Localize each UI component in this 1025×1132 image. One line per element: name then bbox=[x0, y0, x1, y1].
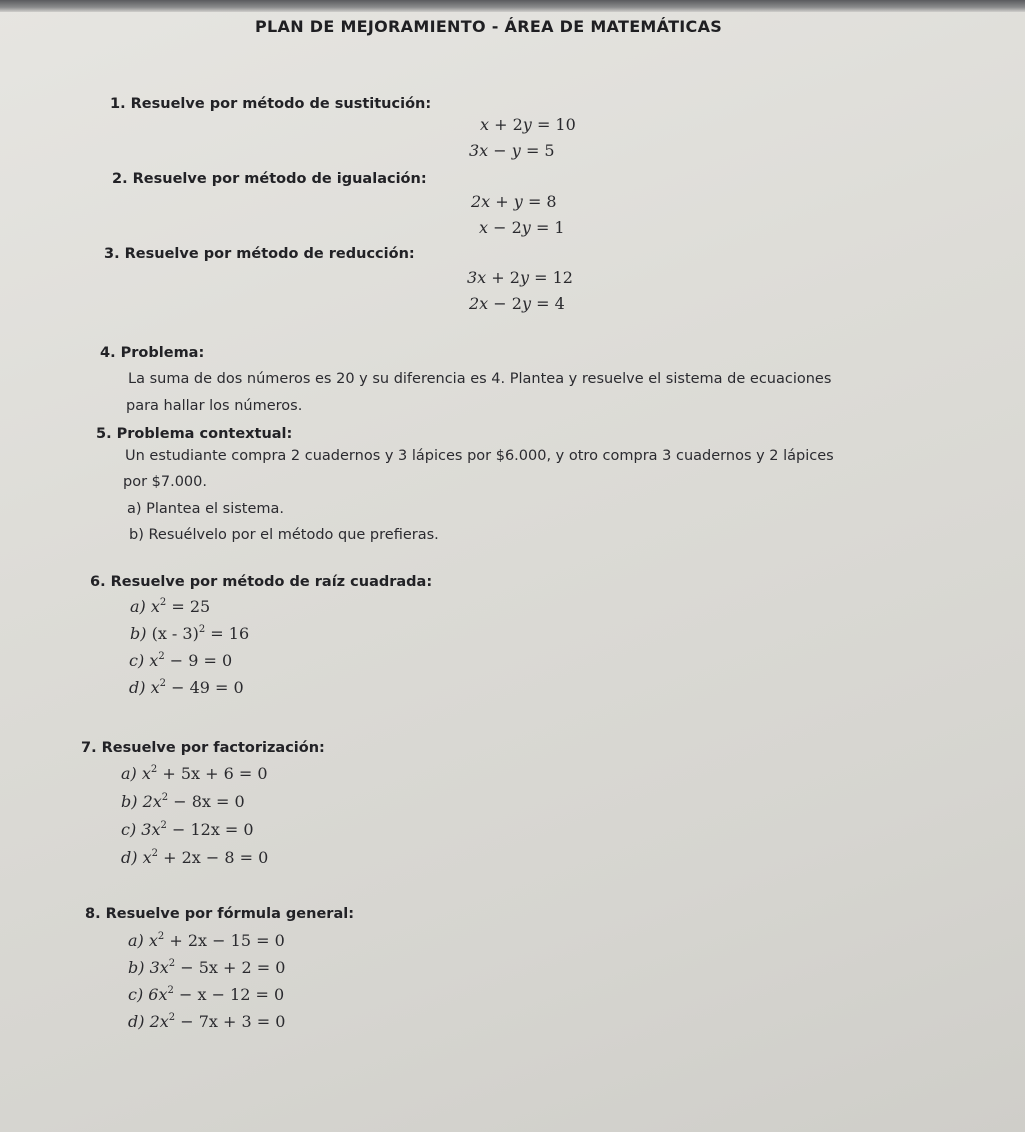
question-6-heading: 6. Resuelve por método de raíz cuadrada: bbox=[90, 574, 433, 590]
q5-text-line-2: por $7.000. bbox=[123, 474, 207, 490]
q5-item-b: b) Resuélvelo por el método que prefieras. bbox=[129, 527, 439, 543]
q6-item-a bbox=[130, 597, 210, 616]
q1-eq2-rhs: = 5 bbox=[525, 141, 555, 160]
q8-a-label: a) bbox=[128, 931, 144, 950]
q7-a-base: x bbox=[141, 764, 151, 783]
q1-eq1-op: + 2 bbox=[494, 115, 523, 134]
q8-d-label: d) bbox=[128, 1012, 145, 1031]
q2-eq1-op: + bbox=[495, 192, 509, 211]
q7-item-b bbox=[121, 792, 245, 811]
q4-text-line-1: La suma de dos números es 20 y su diferencia es 4. Plantea y resuelve el sistema de ecuaciones bbox=[128, 371, 832, 387]
q7-b-label: b) bbox=[121, 792, 138, 811]
q1-equation-2 bbox=[469, 141, 555, 160]
q8-c-base: 6x bbox=[148, 985, 168, 1004]
q3-equation-1 bbox=[467, 268, 573, 287]
q3-eq2-a: 2x bbox=[469, 294, 489, 313]
q7-d-label: d) bbox=[121, 848, 138, 867]
q3-eq1-op: + 2 bbox=[491, 268, 520, 287]
q8-c-label: c) bbox=[128, 985, 144, 1004]
q6-b-rest: = 16 bbox=[205, 624, 250, 643]
q8-b-base: 3x bbox=[149, 958, 169, 977]
q6-a-rest: = 25 bbox=[166, 597, 211, 616]
q7-a-label: a) bbox=[121, 764, 137, 783]
q6-d-rest: − 49 = 0 bbox=[165, 678, 244, 697]
q2-eq1-b: y bbox=[513, 192, 523, 211]
q2-eq1-a: 2x bbox=[471, 192, 491, 211]
question-7-heading: 7. Resuelve por factorización: bbox=[81, 740, 325, 756]
q7-item-d bbox=[121, 848, 268, 867]
q4-text-line-2: para hallar los números. bbox=[126, 398, 303, 414]
q8-item-b bbox=[128, 958, 285, 977]
q1-eq1-b: y bbox=[522, 115, 532, 134]
q3-equation-2 bbox=[469, 294, 565, 313]
q2-eq2-b: y bbox=[521, 218, 531, 237]
q1-equation-1 bbox=[480, 115, 576, 134]
q7-d-base: x bbox=[142, 848, 152, 867]
q1-eq2-a: 3x bbox=[469, 141, 489, 160]
q5-text-line-1: Un estudiante compra 2 cuadernos y 3 lápices por $6.000, y otro compra 3 cuadernos y 2 lápices bbox=[125, 448, 834, 464]
q2-equation-2 bbox=[479, 218, 565, 237]
q8-a-exp: 2 bbox=[157, 931, 165, 942]
q6-c-label: c) bbox=[129, 651, 145, 670]
q6-c-exp: 2 bbox=[158, 651, 165, 662]
q7-b-exp: 2 bbox=[161, 792, 169, 803]
q1-eq2-op: − bbox=[493, 141, 507, 160]
q2-eq1-rhs: = 8 bbox=[527, 192, 557, 211]
q8-a-rest: + 2x − 15 = 0 bbox=[164, 931, 285, 950]
q5-item-a: a) Plantea el sistema. bbox=[127, 501, 285, 517]
q8-item-d bbox=[128, 1012, 285, 1031]
q7-b-base: 2x bbox=[142, 792, 162, 811]
q6-item-c bbox=[129, 651, 232, 670]
question-5-heading: 5. Problema contextual: bbox=[96, 426, 293, 442]
top-edge-shadow bbox=[0, 0, 1025, 12]
q2-eq2-rhs: = 1 bbox=[535, 218, 565, 237]
q8-d-base: 2x bbox=[149, 1012, 169, 1031]
q2-eq2-op: − 2 bbox=[493, 218, 522, 237]
q8-item-c bbox=[128, 985, 284, 1004]
q8-b-rest: − 5x + 2 = 0 bbox=[175, 958, 286, 977]
q7-item-a bbox=[121, 764, 268, 783]
q6-a-label: a) bbox=[130, 597, 146, 616]
q3-eq2-b: y bbox=[521, 294, 532, 313]
q7-item-c bbox=[121, 820, 254, 839]
q7-d-exp: 2 bbox=[151, 848, 158, 859]
q7-c-label: c) bbox=[121, 820, 137, 839]
q6-b-label: b) bbox=[130, 624, 147, 643]
q6-b-base: (x - 3) bbox=[151, 624, 199, 643]
q1-eq1-rhs: = 10 bbox=[536, 115, 576, 134]
q8-item-a bbox=[128, 931, 285, 950]
q2-eq2-a: x bbox=[479, 218, 489, 237]
q6-b-exp: 2 bbox=[198, 624, 206, 635]
q8-c-exp: 2 bbox=[167, 985, 174, 996]
q7-b-rest: − 8x = 0 bbox=[168, 792, 245, 811]
q8-d-rest: − 7x + 3 = 0 bbox=[175, 1012, 286, 1031]
q2-equation-1 bbox=[471, 192, 557, 211]
q8-a-base: x bbox=[148, 931, 158, 950]
q6-item-b bbox=[130, 624, 249, 643]
q3-eq1-rhs: = 12 bbox=[534, 268, 573, 287]
q7-d-rest: + 2x − 8 = 0 bbox=[157, 848, 269, 867]
q3-eq2-rhs: = 4 bbox=[536, 294, 565, 313]
q3-eq1-a: 3x bbox=[467, 268, 487, 287]
question-8-heading: 8. Resuelve por fórmula general: bbox=[85, 906, 355, 922]
q6-d-label: d) bbox=[129, 678, 146, 697]
q1-eq2-b: y bbox=[511, 141, 521, 160]
q6-item-d bbox=[129, 678, 244, 697]
q8-c-rest: − x − 12 = 0 bbox=[173, 985, 285, 1004]
q7-c-rest: − 12x = 0 bbox=[166, 820, 254, 839]
question-1-heading: 1. Resuelve por método de sustitución: bbox=[110, 96, 432, 112]
question-2-heading: 2. Resuelve por método de igualación: bbox=[112, 171, 427, 187]
q8-d-exp: 2 bbox=[168, 1012, 176, 1023]
q6-d-exp: 2 bbox=[159, 678, 166, 689]
question-3-heading: 3. Resuelve por método de reducción: bbox=[104, 246, 415, 262]
question-4-heading: 4. Problema: bbox=[100, 345, 205, 361]
q7-c-base: 3x bbox=[141, 820, 161, 839]
q6-c-base: x bbox=[149, 651, 159, 670]
page-title: PLAN DE MEJORAMIENTO - ÁREA DE MATEMÁTICAS bbox=[255, 17, 723, 36]
q6-d-base: x bbox=[150, 678, 160, 697]
q1-eq1-a: x bbox=[480, 115, 490, 134]
q7-a-exp: 2 bbox=[150, 764, 158, 775]
q3-eq1-b: y bbox=[519, 268, 530, 287]
q8-b-exp: 2 bbox=[168, 958, 176, 969]
q6-a-exp: 2 bbox=[159, 597, 167, 608]
q7-a-rest: + 5x + 6 = 0 bbox=[157, 764, 268, 783]
q8-b-label: b) bbox=[128, 958, 145, 977]
q3-eq2-op: − 2 bbox=[493, 294, 522, 313]
q6-a-base: x bbox=[150, 597, 160, 616]
q7-c-exp: 2 bbox=[160, 820, 167, 831]
q6-c-rest: − 9 = 0 bbox=[164, 651, 233, 670]
